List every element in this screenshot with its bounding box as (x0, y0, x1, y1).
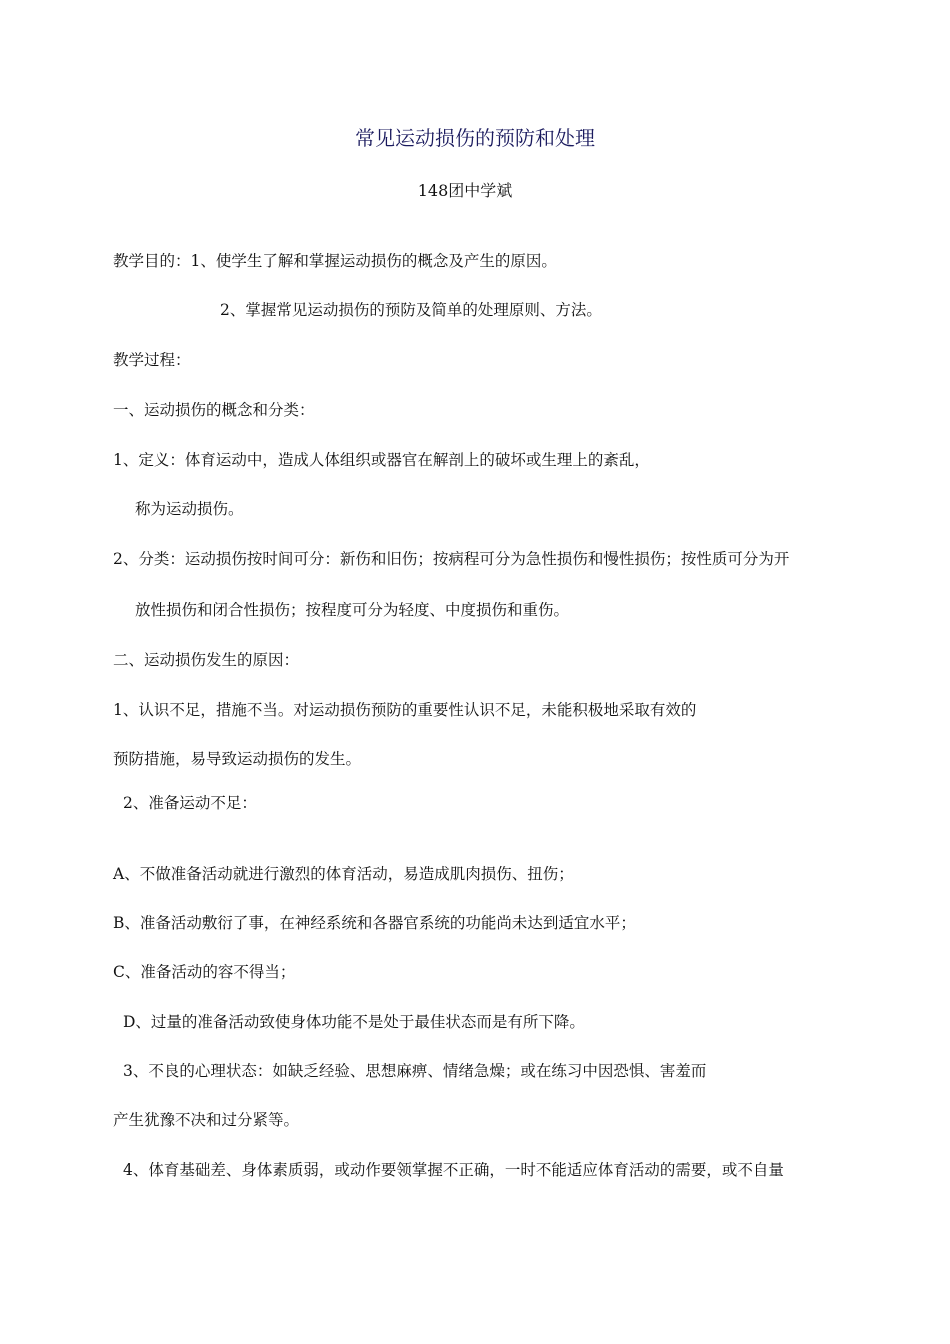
paragraph-line: A、不做准备活动就进行激烈的体育活动，易造成肌肉损伤、扭伤； (113, 865, 574, 883)
document-title: 常见运动损伤的预防和处理 (355, 126, 595, 150)
paragraph-line: 2、掌握常见运动损伤的预防及简单的处理原则、方法。 (220, 301, 602, 319)
paragraph-line: 预防措施，易导致运动损伤的发生。 (113, 750, 362, 768)
paragraph-line: 教学过程： (113, 351, 191, 369)
paragraph-line: 4、体育基础差、身体素质弱，或动作要领掌握不正确，一时不能适应体育活动的需要，或不自量 (123, 1161, 784, 1179)
paragraph-line: 3、不良的心理状态：如缺乏经验、思想麻痹、情绪急燥；或在练习中因恐惧、害羞而 (123, 1062, 707, 1080)
paragraph-line: 2、分类：运动损伤按时间可分：新伤和旧伤；按病程可分为急性损伤和慢性损伤；按性质可分为开 (113, 550, 790, 568)
paragraph-line: 放性损伤和闭合性损伤；按程度可分为轻度、中度损伤和重伤。 (135, 601, 570, 619)
paragraph-line: D、过量的准备活动致使身体功能不是处于最佳状态而是有所下降。 (123, 1013, 585, 1031)
paragraph-line: 2、准备运动不足： (123, 794, 257, 812)
paragraph-line: 称为运动损伤。 (135, 500, 244, 518)
document-author: 148团中学斌 (417, 181, 513, 200)
paragraph-line: C、准备活动的容不得当； (113, 963, 296, 981)
paragraph-line: 1、认识不足，措施不当。对运动损伤预防的重要性认识不足，未能积极地采取有效的 (113, 701, 697, 719)
paragraph-line: 1、定义：体育运动中，造成人体组织或器官在解剖上的破坏或生理上的紊乱， (113, 451, 650, 469)
paragraph-line: 教学目的：1、使学生了解和掌握运动损伤的概念及产生的原因。 (113, 252, 557, 270)
section-heading: 一、运动损伤的概念和分类： (113, 401, 315, 419)
paragraph-line: B、准备活动敷衍了事，在神经系统和各器官系统的功能尚未达到适宜水平； (113, 914, 636, 932)
paragraph-line: 产生犹豫不决和过分紧等。 (113, 1111, 300, 1129)
section-heading: 二、运动损伤发生的原因： (113, 651, 300, 669)
